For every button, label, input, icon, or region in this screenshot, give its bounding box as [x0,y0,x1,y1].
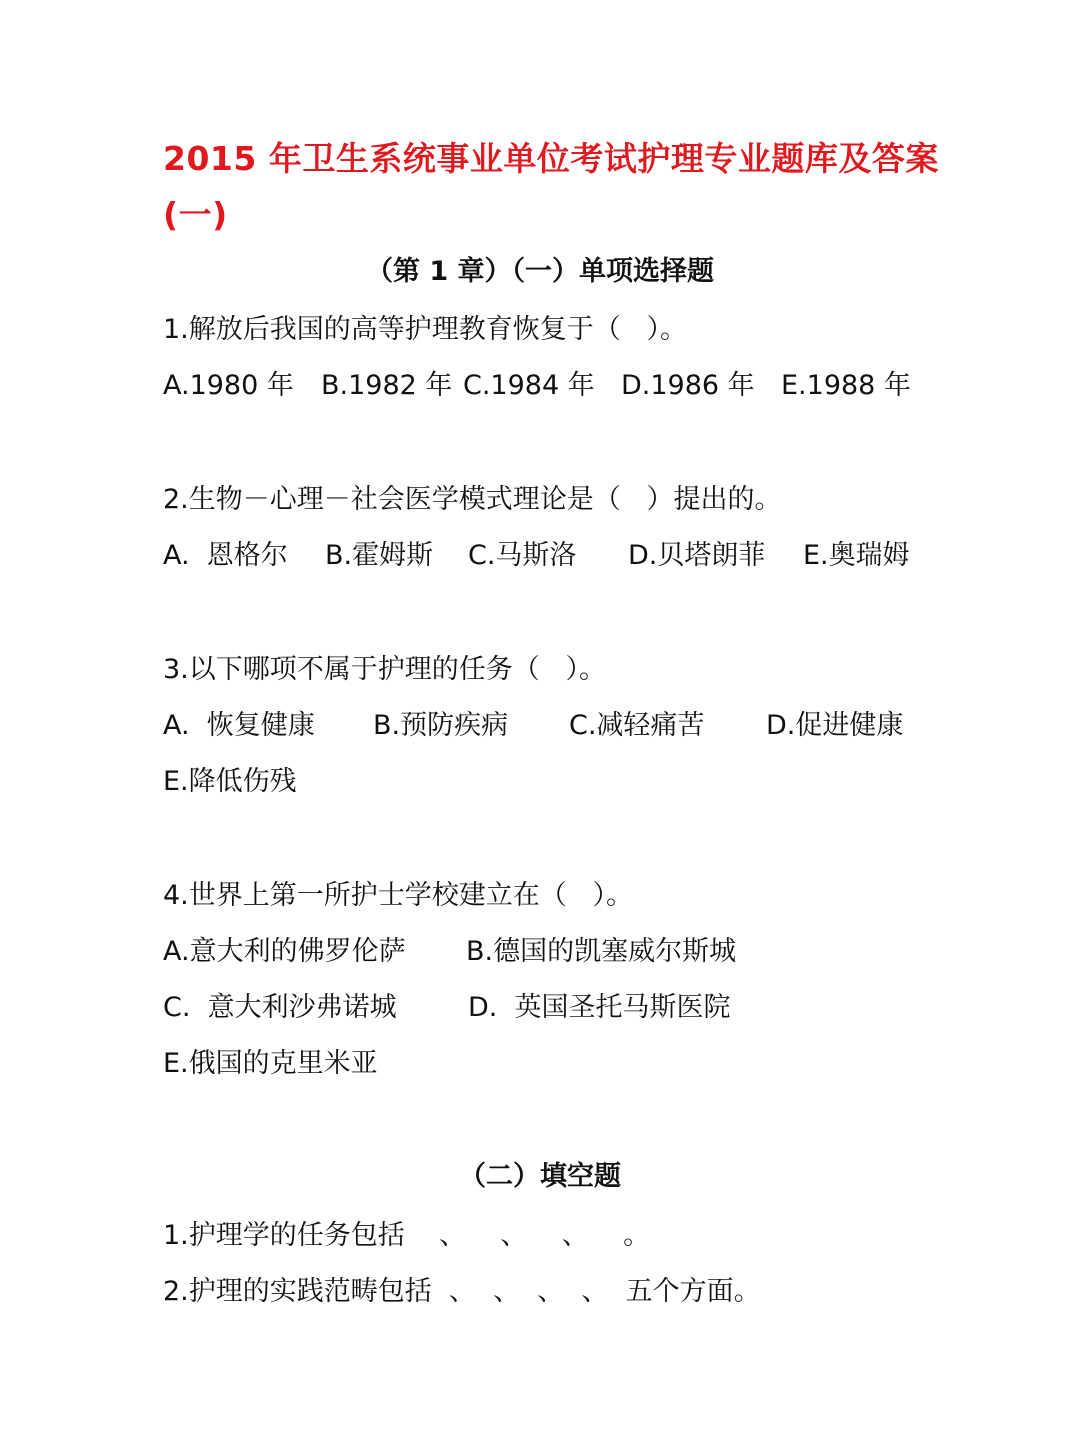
question-4-option-a: A.意大利的佛罗伦萨 [163,936,406,967]
question-1-option-c: C.1984 年 [463,370,595,401]
question-3-options-row-1 [163,712,923,742]
question-4-stem: 4.世界上第一所护士学校建立在（ ）。 [163,880,634,911]
fill-question-2: 2.护理的实践范畴包括 、 、 、 、 五个方面。 [163,1276,761,1307]
question-3-option-a: A. 恢复健康 [163,710,315,741]
section-heading-single-choice: （第 1 章）（一）单项选择题 [365,256,715,287]
question-4-option-b: B.德国的凯塞威尔斯城 [466,936,737,967]
question-4-option-c: C. 意大利沙弗诺城 [163,992,397,1023]
question-1-option-a: A.1980 年 [163,370,294,401]
question-2-option-a: A. 恩格尔 [163,540,288,571]
question-3-option-d: D.促进健康 [766,710,904,741]
question-1-option-d: D.1986 年 [621,370,755,401]
question-2-option-e: E.奥瑞姆 [803,540,910,571]
question-2-stem: 2.生物－心理－社会医学模式理论是（ ）提出的。 [163,484,782,515]
question-2-options [163,542,923,572]
question-3-stem: 3.以下哪项不属于护理的任务（ ）。 [163,654,607,685]
document-title-line-2: (一) [163,195,228,234]
question-4-option-d: D. 英国圣托马斯医院 [468,992,731,1023]
question-3-option-e: E.降低伤残 [163,766,297,797]
question-3-option-b: B.预防疾病 [373,710,509,741]
question-4-option-e: E.俄国的克里米亚 [163,1048,378,1079]
question-2-option-d: D.贝塔朗菲 [628,540,766,571]
question-4-options-row-2 [163,994,923,1024]
question-3-option-c: C.减轻痛苦 [569,710,705,741]
fill-question-1: 1.护理学的任务包括 、 、 、 。 [163,1220,651,1251]
question-1-options [163,372,923,402]
question-2-option-c: C.马斯洛 [468,540,577,571]
question-2-option-b: B.霍姆斯 [325,540,434,571]
question-1-option-b: B.1982 年 [321,370,453,401]
question-1-option-e: E.1988 年 [781,370,911,401]
question-1-stem: 1.解放后我国的高等护理教育恢复于（ ）。 [163,314,688,345]
section-heading-fill-in-blank: （二）填空题 [459,1161,621,1192]
document-title-line-1: 2015 年卫生系统事业单位考试护理专业题库及答案 [163,139,939,178]
question-4-options-row-1 [163,938,923,968]
